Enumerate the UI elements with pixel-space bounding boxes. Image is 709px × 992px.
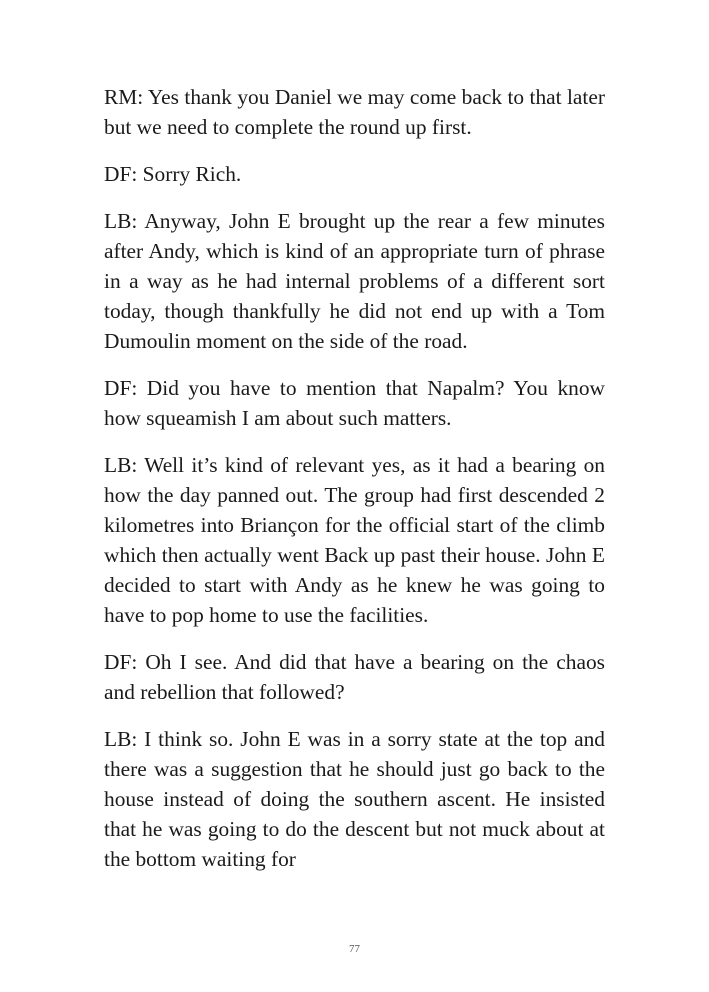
paragraph-df-napalm: DF: Did you have to mention that Napalm? You know how squeamish I am about such matters.: [104, 376, 605, 430]
paragraph-df-chaos: DF: Oh I see. And did that have a bearing on the chaos and rebellion that followed?: [104, 650, 605, 704]
paragraph-lb-sorry-state: LB: I think so. John E was in a sorry state at the top and there was a suggestion that he should just go back to the house instead of doing the southern ascent. He insisted that he was going to do the descent but not muck about at the bottom waiting for: [104, 727, 605, 871]
paragraph-rm-round-up: RM: Yes thank you Daniel we may come back to that later but we need to complete the round up first.: [104, 85, 605, 139]
page-number: 77: [349, 943, 360, 955]
paragraph-lb-relevant: LB: Well it’s kind of relevant yes, as it had a bearing on how the day panned out. The group had first descended 2 kilometres into Briançon for the official start of the climb which then actually went Back up past their house. John E decided to start with Andy as he knew he was going to have to pop home to use the facilities.: [104, 453, 605, 627]
page-body: [104, 82, 605, 891]
paragraph-df-sorry: DF: Sorry Rich.: [104, 162, 242, 186]
paragraph-lb-john-e-rear: LB: Anyway, John E brought up the rear a few minutes after Andy, which is kind of an appropriate turn of phrase in a way as he had internal problems of a different sort today, though thankfully he did not end up with a Tom Dumoulin moment on the side of the road.: [104, 209, 605, 353]
